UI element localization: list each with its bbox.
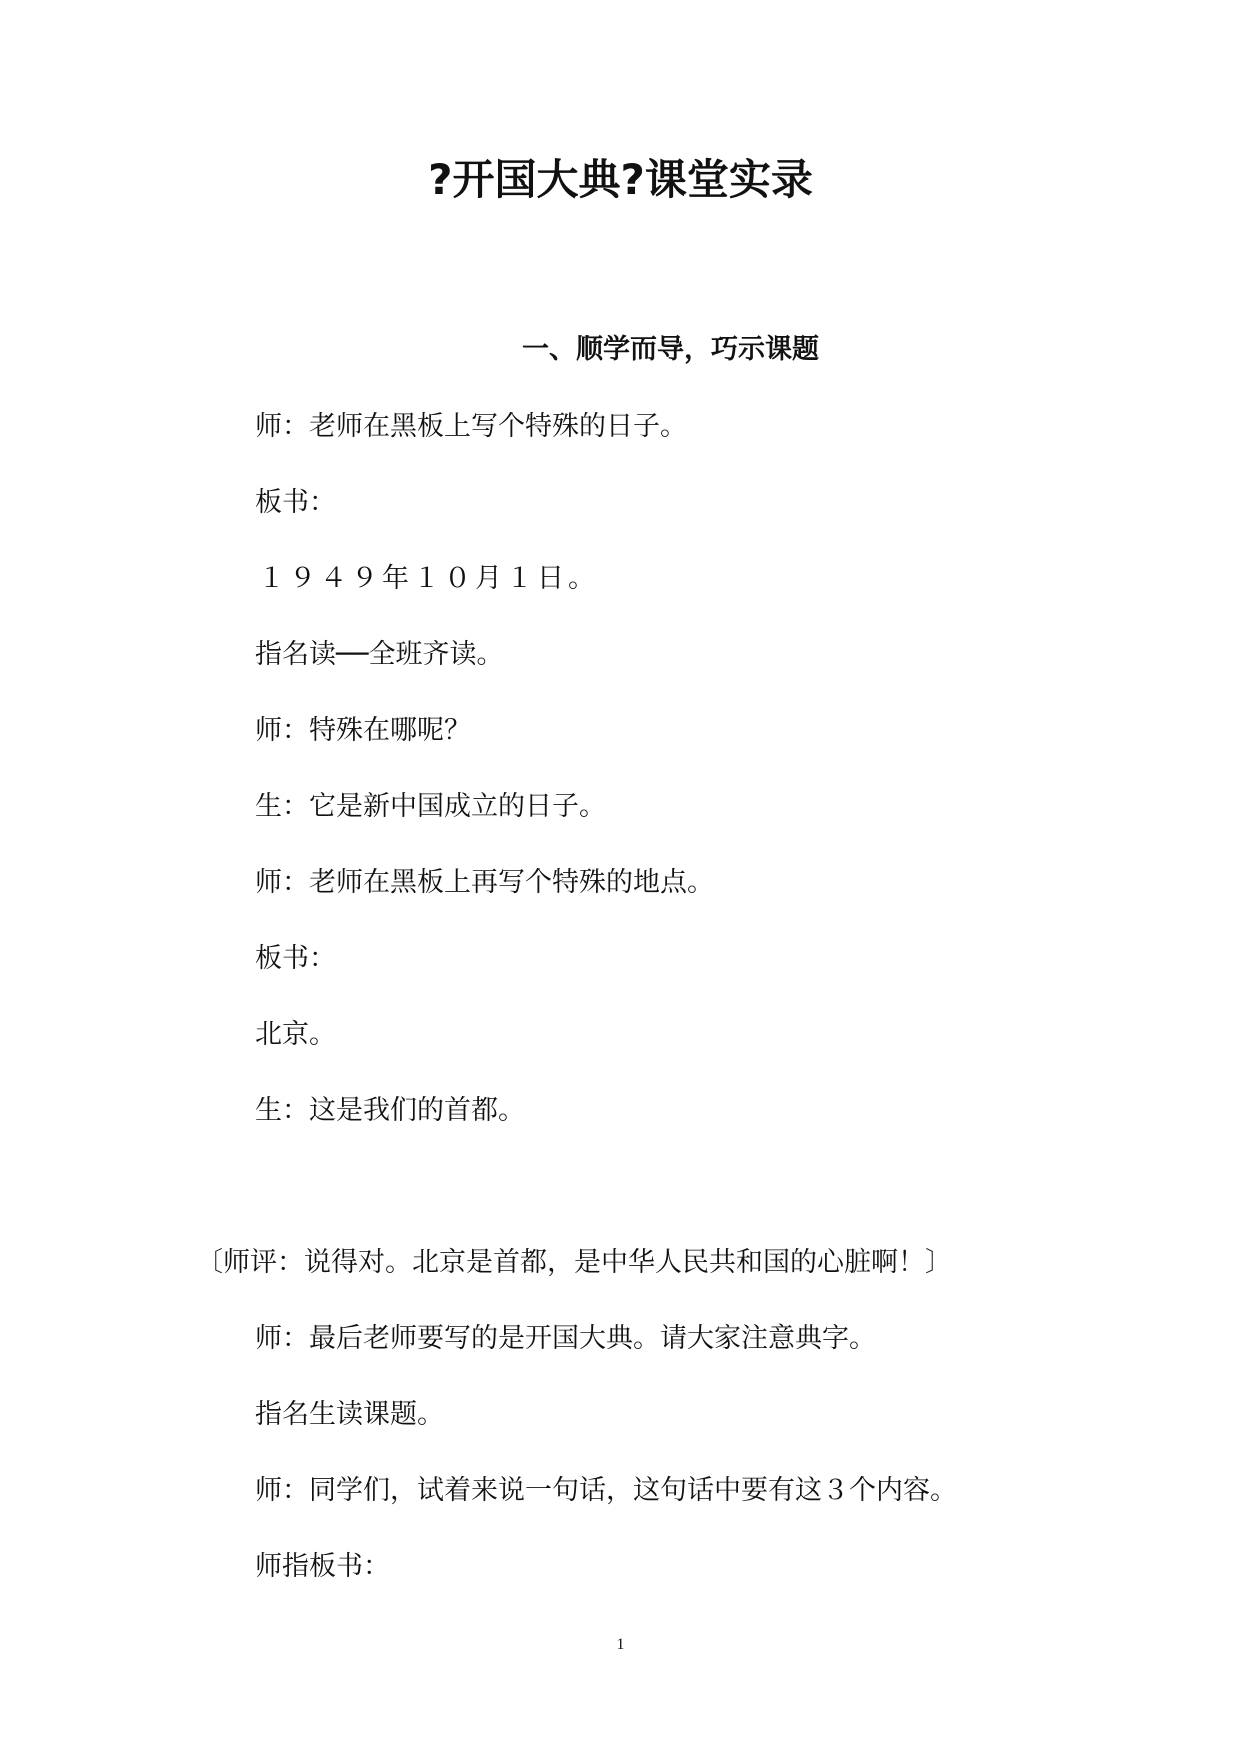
paragraph-teacher-points: 师指板书：: [255, 1551, 390, 1582]
paragraph-beijing: 北京。: [255, 1019, 336, 1050]
paragraph-date: １９４９年１０月１日。: [258, 563, 599, 594]
paragraph-teacher-special-date: 师：老师在黑板上写个特殊的日子。: [255, 411, 687, 442]
paragraph-blackboard-label: 板书：: [255, 943, 336, 974]
paragraph-teacher-sentence: 师：同学们，试着来说一句话，这句话中要有这３个内容。: [255, 1475, 957, 1506]
section-heading: 一、顺学而导，巧示课题: [522, 334, 819, 365]
paragraph-teacher-comment: 〔师评：说得对。北京是首都，是中华人民共和国的心脏啊！〕: [196, 1247, 952, 1278]
paragraph-read-title: 指名生读课题。: [255, 1399, 444, 1430]
paragraph-teacher-question: 师：特殊在哪呢？: [255, 715, 471, 746]
paragraph-blackboard-label: 板书：: [255, 487, 336, 518]
paragraph-student-answer: 生：它是新中国成立的日子。: [255, 791, 606, 822]
paragraph-student-capital: 生：这是我们的首都。: [255, 1095, 525, 1126]
page-number: 1: [616, 1636, 625, 1653]
page-title: ?开国大典?课堂实录: [428, 155, 813, 204]
paragraph-teacher-final-title: 师：最后老师要写的是开国大典。请大家注意典字。: [255, 1323, 876, 1354]
paragraph-teacher-special-place: 师：老师在黑板上再写个特殊的地点。: [255, 867, 714, 898]
paragraph-reading: 指名读──全班齐读。: [255, 639, 504, 670]
